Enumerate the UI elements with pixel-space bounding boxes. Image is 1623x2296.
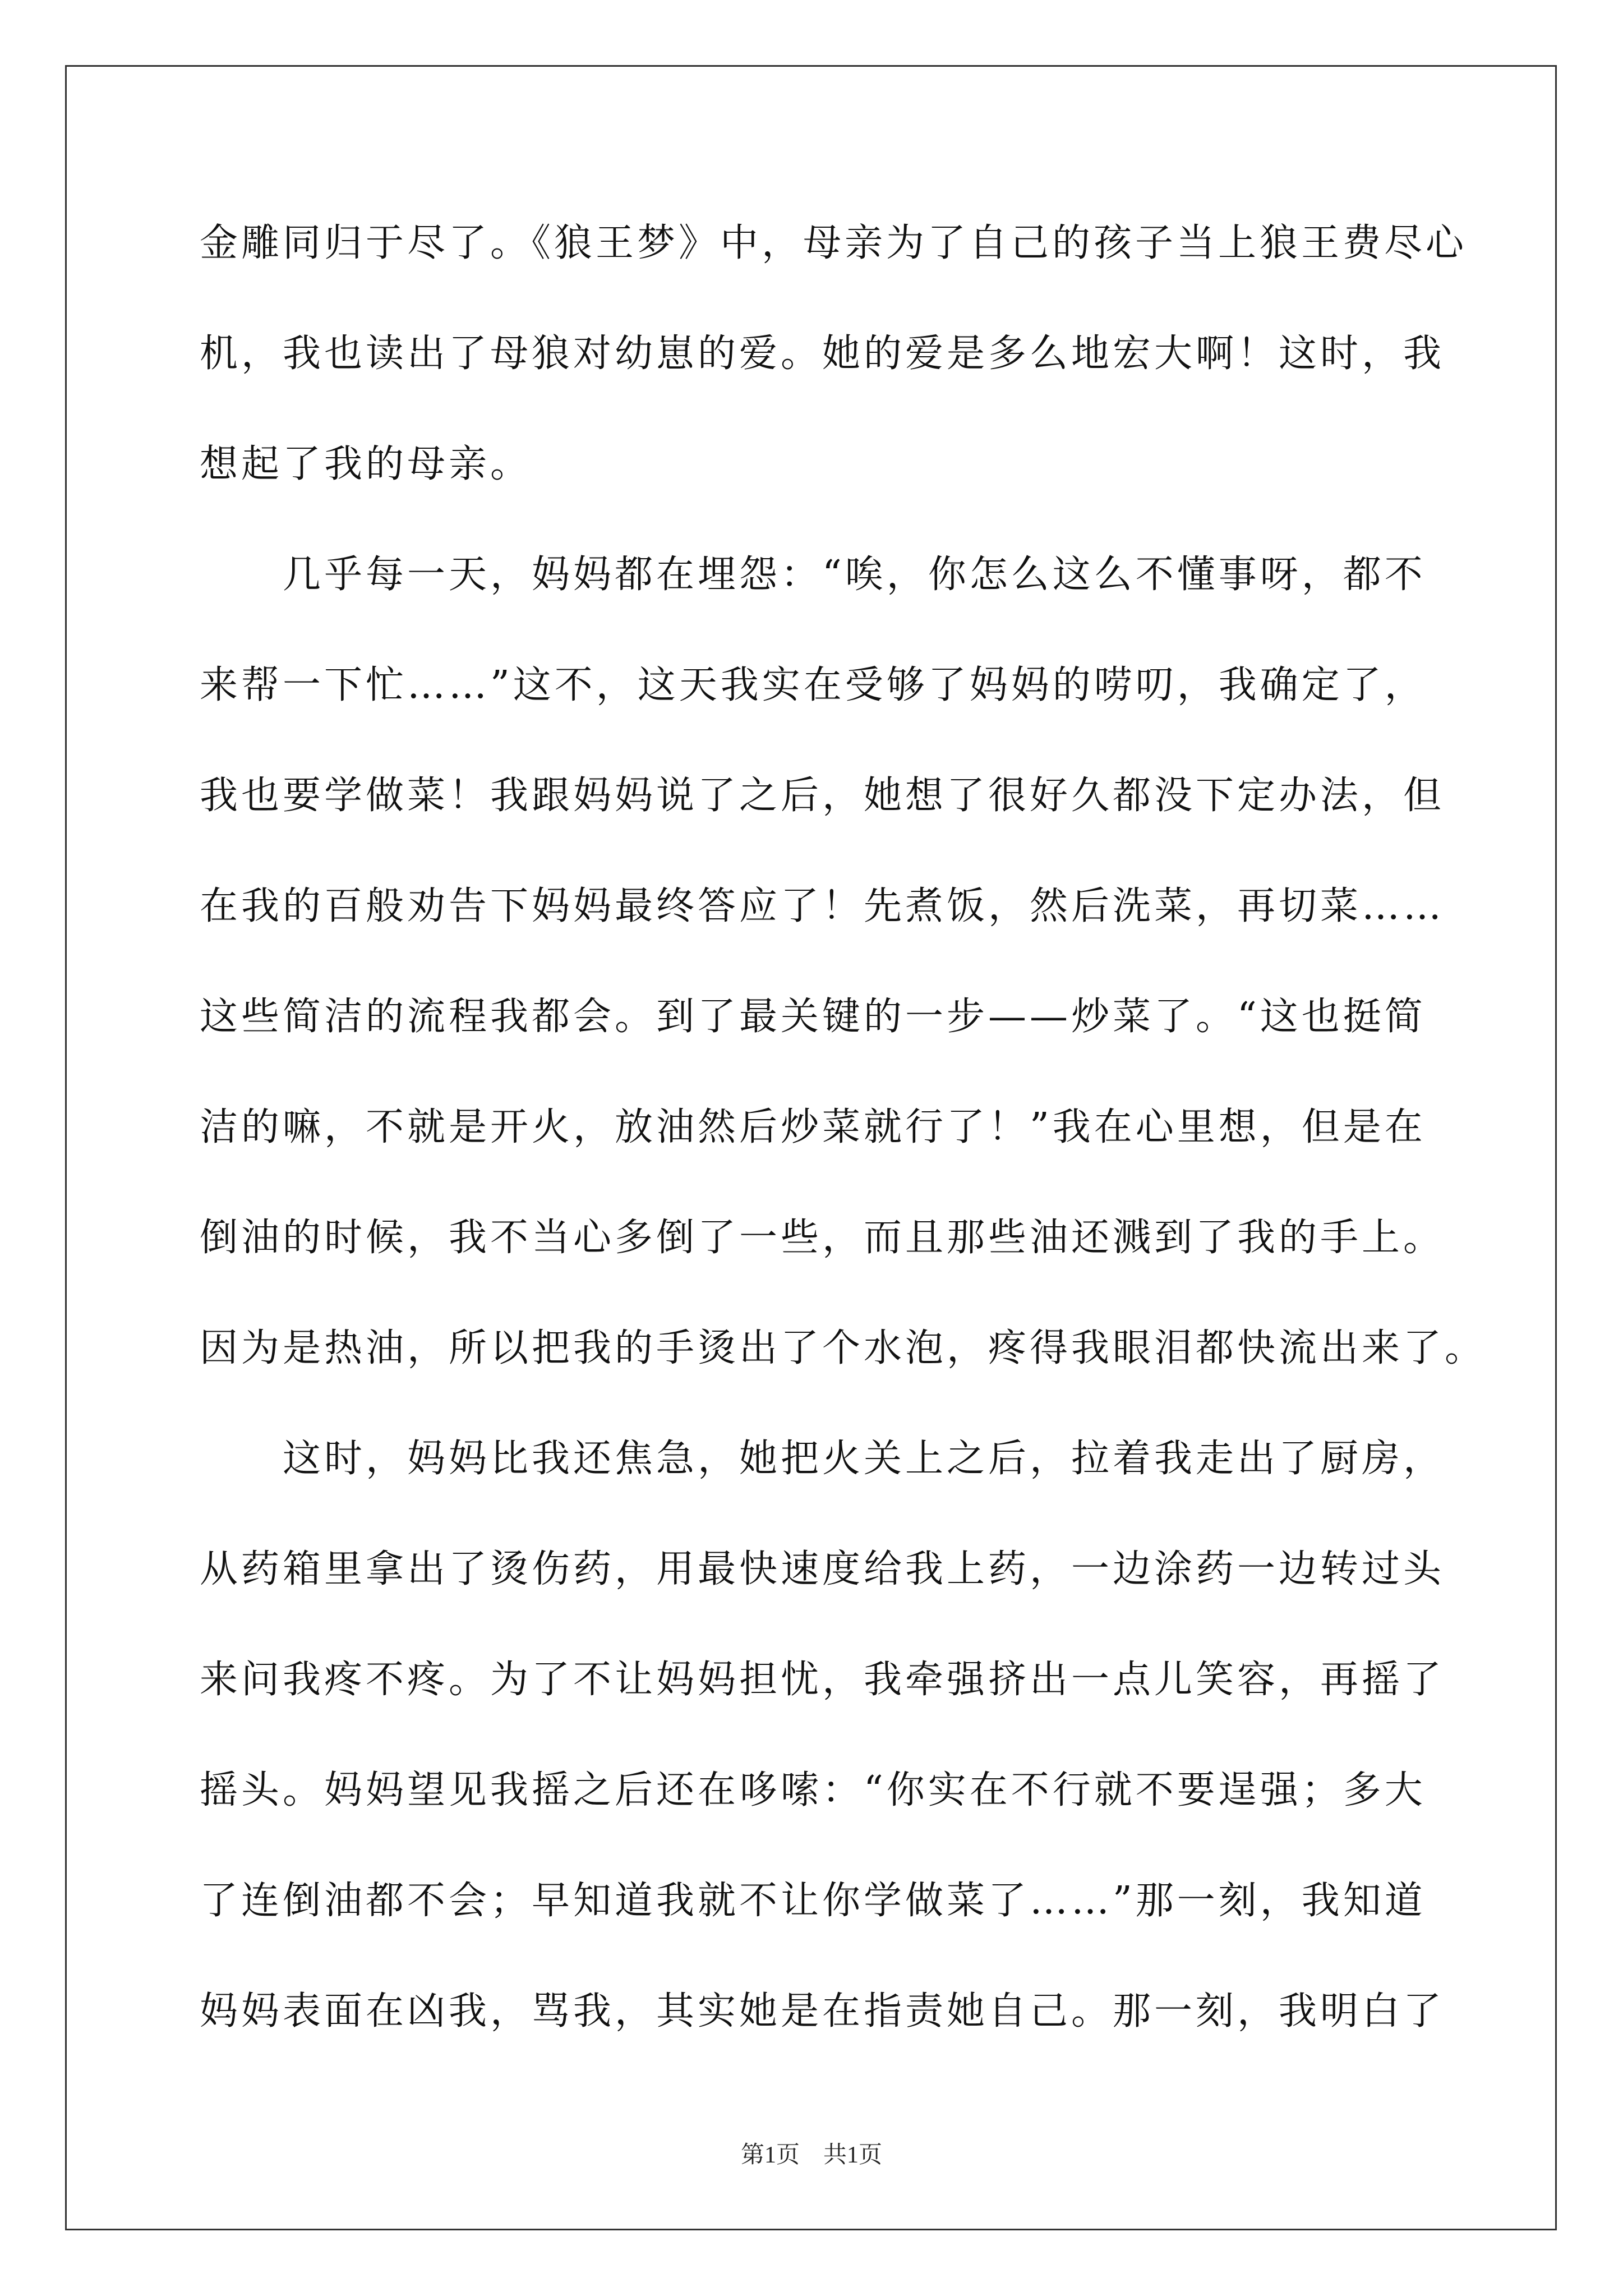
text-line: 妈妈表面在凶我，骂我，其实她是在指责她自己。那一刻，我明白了 <box>200 1989 1445 2033</box>
page-number-footer: 第1页 共1页 <box>740 2142 882 2168</box>
text-line: 金雕同归于尽了。《狼王梦》中，母亲为了自己的孩子当上狼王费尽心 <box>200 221 1468 265</box>
document-body <box>200 216 1487 2095</box>
text-line: 了连倒油都不会；早知道我就不让你学做菜了……”那一刻，我知道 <box>200 1879 1426 1923</box>
paragraph-first-line: 几乎每一天，妈妈都在埋怨：“唉，你怎么这么不懂事呀，都不 <box>283 553 1426 597</box>
text-line: 倒油的时候，我不当心多倒了一些，而且那些油还溅到了我的手上。 <box>200 1216 1445 1260</box>
text-line: 想起了我的母亲。 <box>200 442 532 486</box>
text-line: 从药箱里拿出了烫伤药，用最快速度给我上药，一边涂药一边转过头 <box>200 1547 1445 1591</box>
text-line: 来问我疼不疼。为了不让妈妈担忧，我牵强挤出一点儿笑容，再摇了 <box>200 1658 1445 1702</box>
text-line: 洁的嘛，不就是开火，放油然后炒菜就行了！”我在心里想，但是在 <box>200 1105 1426 1149</box>
text-line: 因为是热油，所以把我的手烫出了个水泡，疼得我眼泪都快流出来了。 <box>200 1326 1487 1370</box>
text-line: 来帮一下忙……”这不，这天我实在受够了妈妈的唠叨，我确定了， <box>200 663 1426 707</box>
text-line: 这些简洁的流程我都会。到了最关键的一步——炒菜了。“这也挺简 <box>200 995 1426 1039</box>
text-line: 在我的百般劝告下妈妈最终答应了！先煮饭，然后洗菜，再切菜…… <box>200 884 1445 928</box>
paragraph-first-line: 这时，妈妈比我还焦急，她把火关上之后，拉着我走出了厨房， <box>283 1437 1445 1481</box>
text-line: 机，我也读出了母狼对幼崽的爱。她的爱是多么地宏大啊！这时，我 <box>200 332 1445 376</box>
text-line: 我也要学做菜！我跟妈妈说了之后，她想了很好久都没下定办法，但 <box>200 774 1445 818</box>
text-line: 摇头。妈妈望见我摇之后还在哆嗦：“你实在不行就不要逞强；多大 <box>200 1768 1426 1812</box>
